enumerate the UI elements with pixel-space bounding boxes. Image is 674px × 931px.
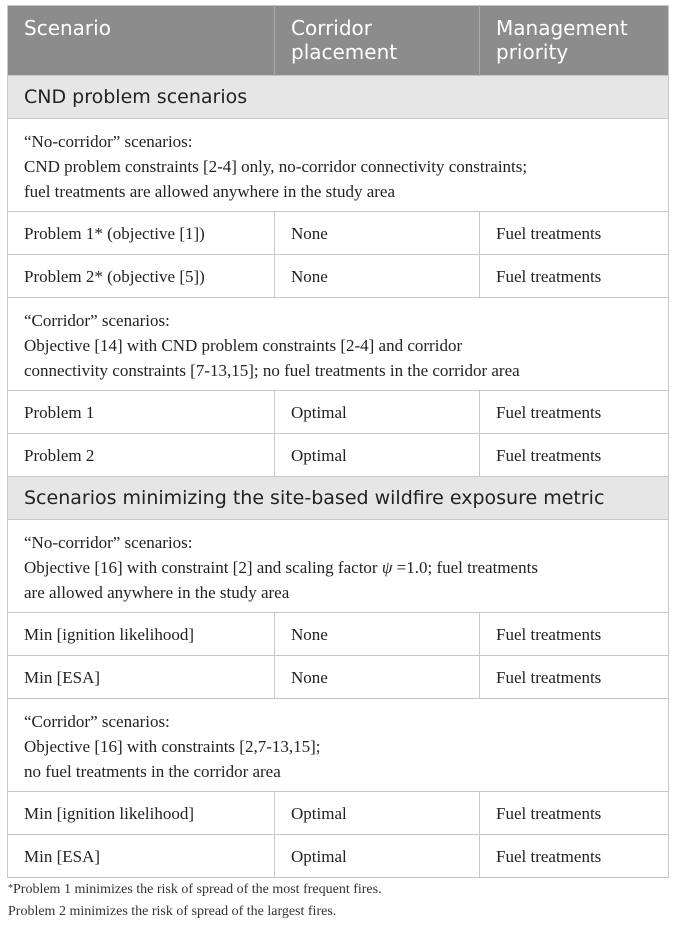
footnote-line-1: Problem 1 minimizes the risk of spread of the most frequent fires.: [13, 882, 382, 897]
section-header-row: [8, 76, 669, 119]
table-row: [8, 656, 669, 699]
section-header-row: [8, 477, 669, 520]
description-line: “No-corridor” scenarios:: [24, 131, 193, 151]
management-priority-cell: Fuel treatments: [480, 613, 669, 656]
scenario-cell: Problem 1* (objective [1]): [8, 212, 275, 255]
table-row: [8, 434, 669, 477]
description-line: connectivity constraints [7-13,15]; no fuel treatments in the corridor area: [24, 360, 520, 380]
corridor-placement-cell: None: [275, 613, 480, 656]
corridor-placement-cell: Optimal: [275, 835, 480, 878]
management-priority-cell: Fuel treatments: [480, 434, 669, 477]
management-priority-cell: Fuel treatments: [480, 656, 669, 699]
header-scenario: Scenario: [8, 6, 275, 76]
corridor-placement-cell: None: [275, 656, 480, 699]
description-line: “No-corridor” scenarios:: [24, 532, 193, 552]
section-title: Scenarios minimizing the site-based wildfire exposure metric: [8, 477, 669, 520]
scenario-description: [8, 119, 669, 212]
scenario-cell: Problem 2: [8, 434, 275, 477]
description-line: “Corridor” scenarios:: [24, 310, 170, 330]
scenario-description-row: [8, 520, 669, 613]
description-line: no fuel treatments in the corridor area: [24, 761, 281, 781]
description-line: Objective [16] with constraints [2,7-13,15];: [24, 736, 321, 756]
table-row: [8, 212, 669, 255]
management-priority-cell: Fuel treatments: [480, 255, 669, 298]
table-row: [8, 391, 669, 434]
scenario-cell: Min [ESA]: [8, 656, 275, 699]
management-priority-cell: Fuel treatments: [480, 792, 669, 835]
management-priority-cell: Fuel treatments: [480, 391, 669, 434]
scenario-cell: Min [ESA]: [8, 835, 275, 878]
footnote-marker: *: [8, 883, 13, 894]
description-line: CND problem constraints [2-4] only, no-corridor connectivity constraints;: [24, 156, 528, 176]
scenario-description-row: [8, 298, 669, 391]
scenario-description: [8, 298, 669, 391]
footnote-problem-2: Problem 2 minimizes the risk of spread of the largest fires.: [8, 904, 337, 919]
scenario-description: [8, 699, 669, 792]
management-priority-cell: Fuel treatments: [480, 835, 669, 878]
table-body: [8, 76, 669, 878]
scenario-table: [7, 5, 669, 878]
corridor-placement-cell: Optimal: [275, 434, 480, 477]
management-priority-cell: Fuel treatments: [480, 212, 669, 255]
table-row: [8, 255, 669, 298]
description-line: Objective [14] with CND problem constraints [2-4] and corridor: [24, 335, 463, 355]
header-management-priority: Management priority: [480, 6, 669, 76]
description-line: are allowed anywhere in the study area: [24, 582, 290, 602]
scenario-cell: Min [ignition likelihood]: [8, 613, 275, 656]
footnote-problem-1: [8, 881, 382, 899]
table-row: [8, 613, 669, 656]
corridor-placement-cell: Optimal: [275, 391, 480, 434]
section-title: CND problem scenarios: [8, 76, 669, 119]
scenario-cell: Problem 2* (objective [5]): [8, 255, 275, 298]
table-row: [8, 835, 669, 878]
scenario-cell: Min [ignition likelihood]: [8, 792, 275, 835]
psi-symbol: ψ: [381, 557, 393, 577]
table-header-row: [8, 6, 669, 76]
table-row: [8, 792, 669, 835]
description-line: “Corridor” scenarios:: [24, 711, 170, 731]
corridor-placement-cell: None: [275, 255, 480, 298]
scenario-description-row: [8, 119, 669, 212]
scenario-description-row: [8, 699, 669, 792]
scenario-cell: Problem 1: [8, 391, 275, 434]
description-line: Objective [16] with constraint [2] and scaling factor ψ =1.0; fuel treatments: [24, 557, 538, 577]
description-line: fuel treatments are allowed anywhere in the study area: [24, 181, 396, 201]
corridor-placement-cell: None: [275, 212, 480, 255]
header-corridor-placement: Corridor placement: [275, 6, 480, 76]
corridor-placement-cell: Optimal: [275, 792, 480, 835]
scenario-description: [8, 520, 669, 613]
